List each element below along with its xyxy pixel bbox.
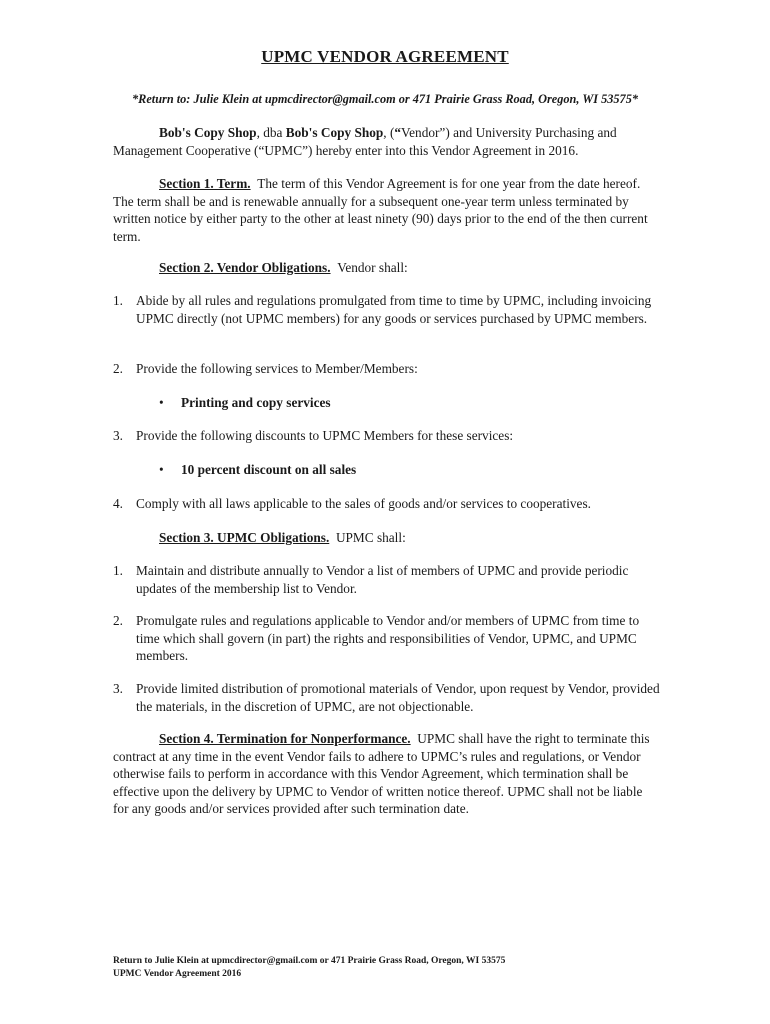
item-text: Promulgate rules and regulations applicable to Vendor and/or members of UPMC from time to time which shall govern (in part) the rights and responsibilities of Vendor, UPMC, and UPMC members. [136, 613, 640, 663]
footer-doc-title: UPMC Vendor Agreement 2016 [113, 969, 242, 979]
bullet-icon: • [159, 395, 164, 410]
item-text: Provide the following services to Member/Members: [136, 361, 418, 376]
footer-return-line: Return to Julie Klein at upmcdirector@gmail.com or 471 Prairie Grass Road, Oregon, WI 53575 [113, 956, 506, 966]
vendor-obligation-item [113, 360, 661, 378]
page-title: UPMC VENDOR AGREEMENT [261, 47, 509, 66]
item-number: 1. [113, 293, 123, 308]
intro-rest-2: Vendor”) and University Purchasing and Management Cooperative (“UPMC”) hereby enter into this Vendor Agreement in 2016. [113, 125, 617, 158]
vendor-obligation-item [113, 495, 661, 513]
item-text: Provide the following discounts to UPMC Members for these services: [136, 428, 514, 443]
section-2-paragraph [113, 259, 661, 277]
services-bullet [159, 394, 639, 412]
vendor-obligation-item [113, 427, 661, 445]
services-bullet-text: Printing and copy services [181, 395, 331, 410]
upmc-obligation-item [113, 680, 661, 715]
vendor-name: Bob's Copy Shop [159, 125, 257, 140]
section-1-paragraph [113, 175, 661, 245]
vendor-obligation-item [113, 292, 661, 327]
item-number: 3. [113, 428, 123, 443]
intro-paragraph [113, 124, 661, 159]
item-text: Comply with all laws applicable to the sales of goods and/or services to cooperatives. [136, 496, 591, 511]
item-text: Maintain and distribute annually to Vendor a list of members of UPMC and provide periodic updates of the membership list to Vendor. [136, 563, 629, 596]
section-2-lead: Vendor shall: [337, 260, 408, 275]
section-3-paragraph [113, 529, 661, 547]
section-4-heading: Section 4. Termination for Nonperformance. [159, 731, 411, 746]
page-footer [113, 955, 673, 981]
discount-bullet [159, 461, 639, 479]
item-number: 3. [113, 681, 123, 696]
intro-rest-1: , ( [383, 125, 395, 140]
vendor-dba-name: Bob's Copy Shop [285, 125, 384, 140]
item-number: 2. [113, 361, 123, 376]
upmc-obligation-item [113, 612, 661, 665]
bullet-icon: • [159, 462, 164, 477]
intro-quote-open: “ [394, 125, 402, 140]
section-3-lead: UPMC shall: [335, 530, 406, 545]
section-1-heading: Section 1. Term. [159, 176, 251, 191]
item-number: 4. [113, 496, 123, 511]
item-text: Provide limited distribution of promotional materials of Vendor, upon request by Vendor, provided the materials, in the discretion of UPMC, are not objectionable. [136, 681, 660, 714]
section-2-heading: Section 2. Vendor Obligations. [159, 260, 331, 275]
section-4-paragraph [113, 730, 661, 818]
intro-dba: , dba [256, 125, 286, 140]
section-3-heading: Section 3. UPMC Obligations. [159, 530, 330, 545]
item-text: Abide by all rules and regulations promulgated from time to time by UPMC, including invoicing UPMC directly (not UPMC members) for any goods or services purchased by UPMC members. [136, 293, 652, 326]
discount-bullet-text: 10 percent discount on all sales [181, 462, 357, 477]
item-number: 1. [113, 563, 123, 578]
return-to-line: *Return to: Julie Klein at upmcdirector@gmail.com or 471 Prairie Grass Road, Oregon, WI 53575* [131, 92, 638, 106]
section-1-body: The term of this Vendor Agreement is for one year from the date hereof. The term shall be and is renewable annually for a subsequent one-year term unless terminated by written notice by either party to the other at least ninety (90) days prior to the end of the then current term. [113, 176, 648, 244]
item-number: 2. [113, 613, 123, 628]
upmc-obligation-item [113, 562, 661, 597]
section-4-body: UPMC shall have the right to terminate this contract at any time in the event Vendor fails to adhere to UPMC’s rules and regulations, or Vendor otherwise fails to perform in accordance with this Vendor Agreement, which termination shall be effective upon the delivery by UPMC to Vendor of written notice thereof. UPMC shall not be liable for any goods and/or services provided after such termination date. [113, 731, 650, 816]
